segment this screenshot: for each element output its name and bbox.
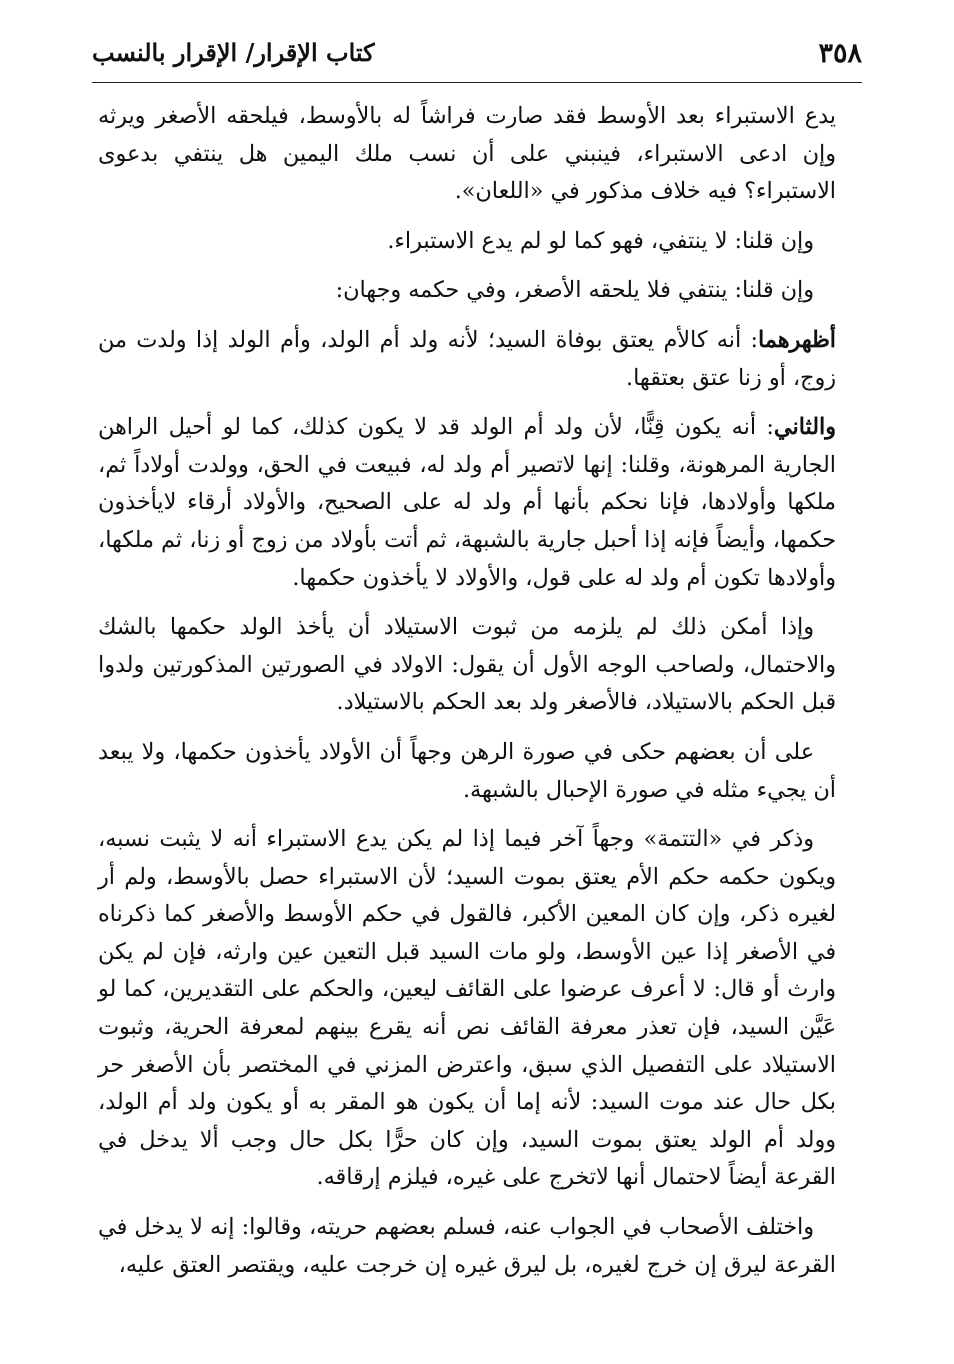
paragraph-lead: والثاني <box>773 414 836 441</box>
paragraph-text: وإذا أمكن ذلك لم يلزمه من ثبوت الاستيلاد أن يأخذ الولد حكمها بالشك والاحتمال، ولصاحب الوجه الأول أن يقول: الاولاد في الصورتين المذكورتين ولدوا قبل الحكم بالاستيلاد، فالأصغر ولد بعد الحكم بالاستيلاد. <box>98 614 836 716</box>
paragraph <box>98 734 836 809</box>
main-text <box>98 98 836 1284</box>
paragraph-lead: أظهرهما <box>758 326 836 353</box>
paragraph-text: واختلف الأصحاب في الجواب عنه، فسلم بعضهم حريته، وقالوا: إنه لا يدخل في القرعة ليرق إن خرج لغيره، بل ليرق غيره إن خرجت عليه، ويقتصر العتق عليه، <box>98 1214 836 1278</box>
paragraph <box>98 821 836 1197</box>
paragraph <box>98 98 836 211</box>
paragraph-text: وإن قلنا: لا ينتفي، فهو كما لو لم يدع الاستبراء. <box>387 227 814 254</box>
paragraph-text: وإن قلنا: ينتفي فلا يلحقه الأصغر، وفي حكمه وجهان: <box>335 277 814 304</box>
paragraph-text: : أنه كالأم يعتق بوفاة السيد؛ لأنه ولد أم الولد، وأم الولد إذا ولدت من زوج، أو زنا عتق بعتقها. <box>98 326 836 391</box>
paragraph <box>98 609 836 722</box>
page-number: ٣٥٨ <box>818 38 862 69</box>
paragraph <box>98 223 836 261</box>
paragraph <box>98 272 836 310</box>
paragraph <box>98 1209 836 1284</box>
page-header <box>92 34 862 80</box>
paragraph <box>98 322 836 397</box>
paragraph-text: : أنه يكون قِنًّا، لأن ولد أم الولد قد لا يكون كذلك، كما لو أحيل الراهن الجارية المرهونة، وقلنا: إنها لاتصير أم ولد له، فبيعت في الحق، وولدت أولاداً ثم، ملكها وأولادها، فإنا نحكم بأنها أم ولد له على الصحيح، والأولاد أرقاء لايأخذون حكمها، وأيضاً فإنه إذا أحبل جارية بالشبهة، ثم أتت بأولاد من زوج أو زنا، ثم ملكها، وأولادها تكون أم ولد له على قول، والأولاد لا يأخذون حكمها. <box>98 414 836 591</box>
paragraph-text: على أن بعضهم حكى في صورة الرهن وجهاً أن الأولاد يأخذون حكمها، ولا يبعد أن يجيء مثله في صورة الإحبال بالشبهة. <box>98 738 836 803</box>
paragraph-text: وذكر في «التتمة» وجهاً آخر فيما إذا لم يكن يدع الاستبراء أنه لا يثبت نسبه، ويكون حكمه حكم الأم يعتق بموت السيد؛ لأن الاستبراء حصل بالأوسط، ولم أر لغيره ذكر، وإن كان المعين الأكبر، فالقول في حكم الأوسط والأصغر كما ذكرناه في الأصغر إذا عين الأوسط، ولو مات السيد قبل التعين عين وارثه، فإن لم يكن وارث أو قال: لا أعرف عرضوا على القائف ليعين، والحكم على التقديرين، كما لو عَيَّن السيد، فإن تعذر معرفة القائف نص أنه يقرع بينهم لمعرفة الحرية، وثبوت الاستيلاد على التفصيل الذي سبق، واعترض المزني في المختصر بأن الأصغر حر بكل حال عند موت السيد: لأنه إما أن يكون هو المقر به أو يكون ولد أم الولد، وولد أم الولد يعتق بموت السيد، وإن كان حرًّا بكل حال وجب ألا يدخل في القرعة أيضاً لاحتمال أنها لاتخرج على غيره، فيلزم إرقاقه. <box>98 826 836 1191</box>
paragraph-text: يدع الاستبراء بعد الأوسط فقد صارت فراشاً له بالأوسط، فيلحقه الأصغر ويرثه وإن ادعى الاستبراء، فينبني على أن نسب ملك اليمين هل ينتفي بدعوى الاستبراء؟ فيه خلاف مذكور في «اللعان». <box>98 103 836 205</box>
header-rule <box>92 82 862 83</box>
running-title: كتاب الإقرار/ الإقرار بالنسب <box>92 38 375 67</box>
paragraph <box>98 409 836 597</box>
